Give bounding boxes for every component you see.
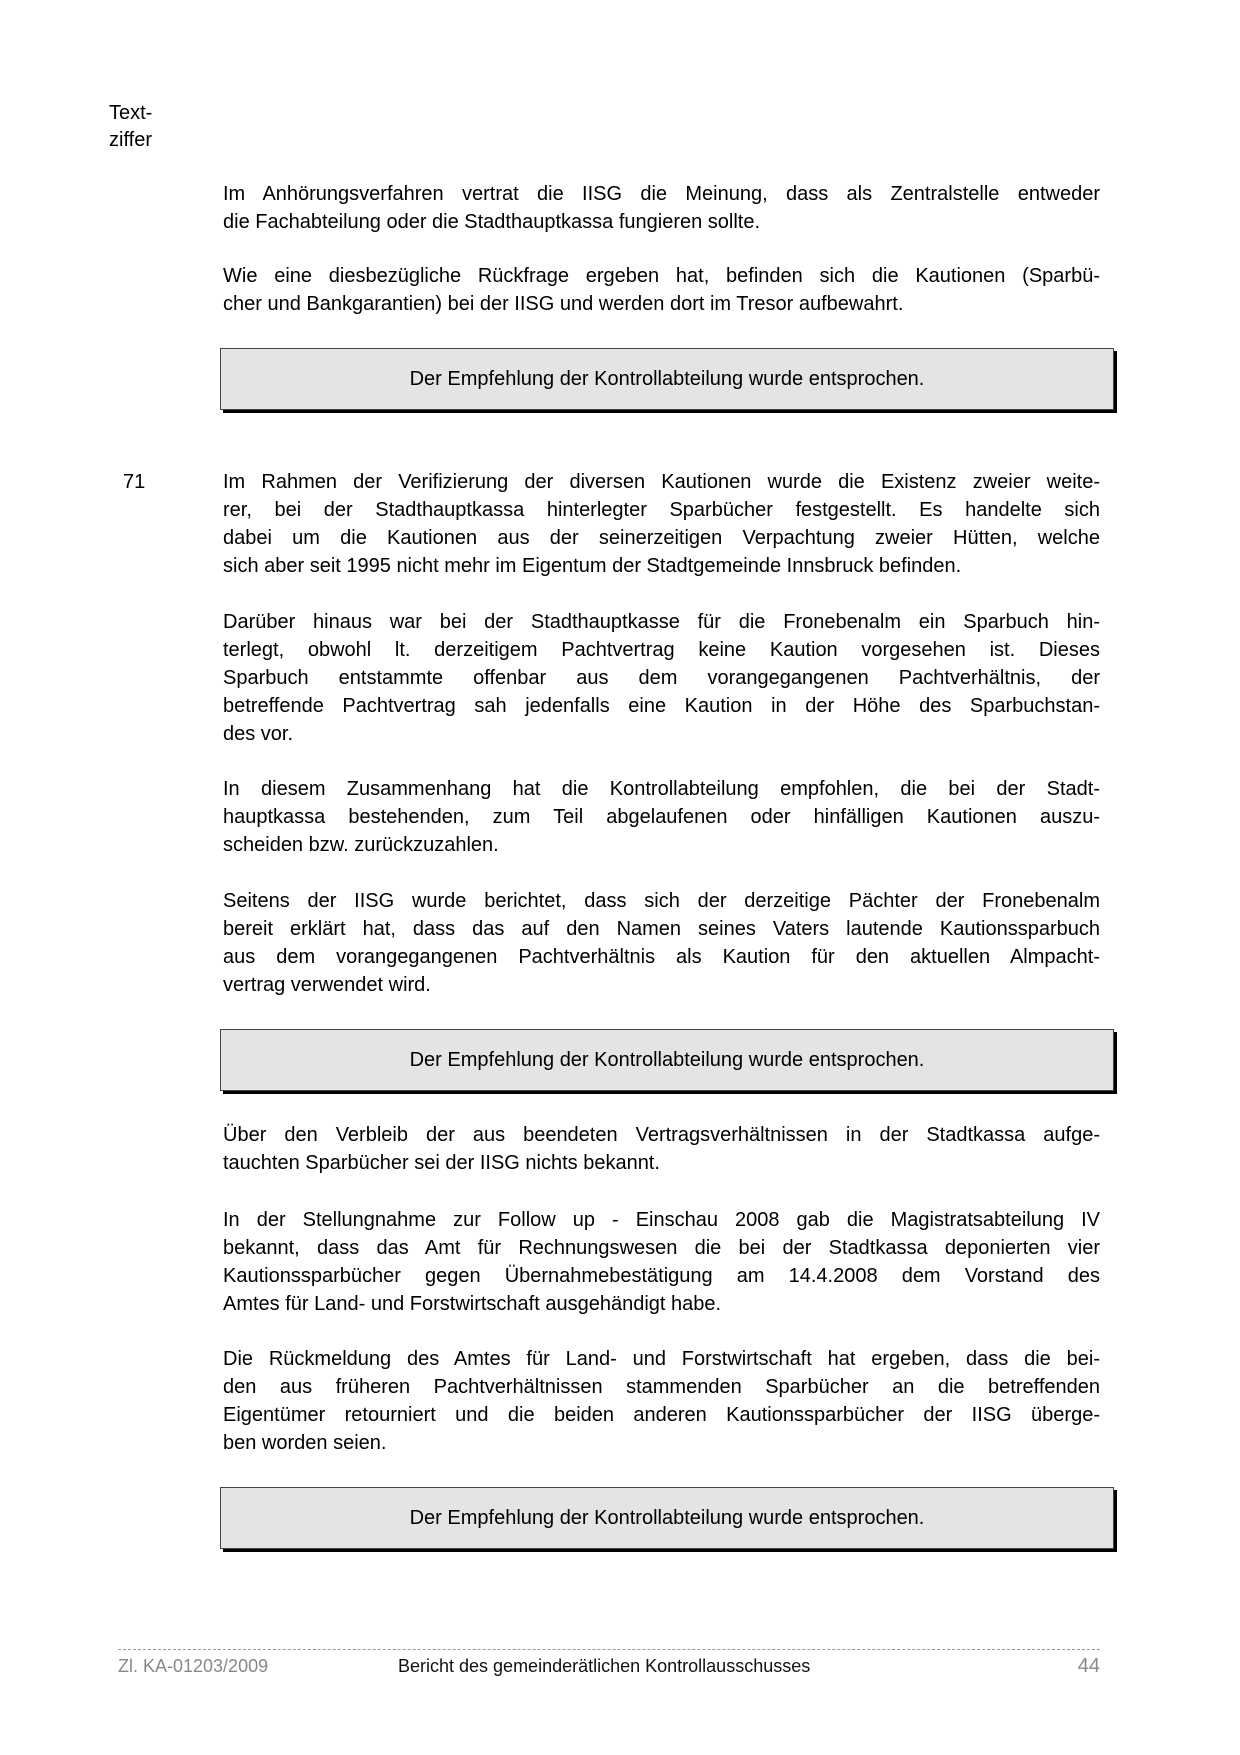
paragraph (223, 262, 1100, 318)
paragraph (223, 180, 1100, 236)
paragraph-line: aus dem vorangegangenen Pachtverhältnis als Kaution für den aktuellen Almpacht- (223, 946, 1100, 968)
paragraph (223, 1121, 1100, 1177)
paragraph-line: Im Anhörungsverfahren vertrat die IISG die Meinung, dass als Zentralstelle entweder (223, 183, 1100, 205)
paragraph-line: Im Rahmen der Verifizierung der diversen Kautionen wurde die Existenz zweier weite- (223, 471, 1100, 493)
paragraph-line: Amtes für Land- und Forstwirtschaft ausgehändigt habe. (223, 1293, 722, 1315)
recommendation-text: Der Empfehlung der Kontrollabteilung wurde entsprochen. (409, 1048, 925, 1071)
paragraph-line: scheiden bzw. zurückzuzahlen. (223, 834, 499, 856)
paragraph-line: bekannt, dass das Amt für Rechnungswesen die bei der Stadtkassa deponierten vier (223, 1237, 1100, 1259)
paragraph-line: rer, bei der Stadthauptkassa hinterlegter Sparbücher festgestellt. Es handelte sich (223, 499, 1100, 521)
margin-label-line: ziffer (109, 129, 152, 151)
paragraph (223, 887, 1100, 999)
paragraph-line: Kautionssparbücher gegen Übernahmebestätigung am 14.4.2008 dem Vorstand des (223, 1265, 1100, 1287)
paragraph-line: betreffende Pachtvertrag sah jedenfalls eine Kaution in der Höhe des Sparbuchstan- (223, 695, 1100, 717)
paragraph-line: hauptkassa bestehenden, zum Teil abgelaufenen oder hinfälligen Kautionen auszu- (223, 806, 1100, 828)
paragraph-line: terlegt, obwohl lt. derzeitigem Pachtvertrag keine Kaution vorgesehen ist. Dieses (223, 639, 1100, 661)
paragraph-line: Darüber hinaus war bei der Stadthauptkasse für die Fronebenalm ein Sparbuch hin- (223, 611, 1100, 633)
recommendation-text: Der Empfehlung der Kontrollabteilung wurde entsprochen. (409, 1506, 925, 1529)
paragraph-line: ben worden seien. (223, 1432, 387, 1454)
paragraph-line: Sparbuch entstammte offenbar aus dem vorangegangenen Pachtverhältnis, der (223, 667, 1100, 689)
paragraph-line: In diesem Zusammenhang hat die Kontrollabteilung empfohlen, die bei der Stadt- (223, 778, 1100, 800)
paragraph-line: Über den Verbleib der aus beendeten Vertragsverhältnissen in der Stadtkassa aufge- (223, 1124, 1100, 1146)
paragraph-line: des vor. (223, 723, 294, 745)
paragraph-line: In der Stellungnahme zur Follow up - Einschau 2008 gab die Magistratsabteilung IV (223, 1209, 1100, 1231)
paragraph-line: den aus früheren Pachtverhältnissen stammenden Sparbücher an die betreffenden (223, 1376, 1100, 1398)
footer-title: Bericht des gemeinderätlichen Kontrollausschusses (398, 1656, 811, 1676)
paragraph-line: dabei um die Kautionen aus der seinerzeitigen Verpachtung zweier Hütten, welche (223, 527, 1100, 549)
recommendation-box (220, 1487, 1114, 1549)
paragraph-line: die Fachabteilung oder die Stadthauptkassa fungieren sollte. (223, 211, 761, 233)
recommendation-box (220, 1029, 1114, 1091)
paragraph (223, 1206, 1100, 1318)
textziffer-number: 71 (123, 471, 146, 493)
paragraph-line: tauchten Sparbücher sei der IISG nichts bekannt. (223, 1152, 660, 1174)
paragraph-line: Wie eine diesbezügliche Rückfrage ergeben hat, befinden sich die Kautionen (Sparbü- (223, 265, 1100, 287)
paragraph-line: sich aber seit 1995 nicht mehr im Eigentum der Stadtgemeinde Innsbruck befinden. (223, 555, 962, 577)
footer-reference: Zl. KA-01203/2009 (118, 1656, 269, 1676)
paragraph-line: Eigentümer retourniert und die beiden anderen Kautionssparbücher der IISG überge- (223, 1404, 1100, 1426)
paragraph (223, 608, 1100, 748)
paragraph-line: Die Rückmeldung des Amtes für Land- und Forstwirtschaft hat ergeben, dass die bei- (223, 1348, 1100, 1370)
paragraph-line: bereit erklärt hat, dass das auf den Namen seines Vaters lautende Kautionssparbuch (223, 918, 1100, 940)
paragraph (223, 468, 1100, 580)
recommendation-box (220, 348, 1114, 410)
paragraph (223, 1345, 1100, 1457)
paragraph-line: cher und Bankgarantien) bei der IISG und werden dort im Tresor aufbewahrt. (223, 293, 904, 315)
page-number: 44 (1077, 1655, 1100, 1677)
paragraph-line: Seitens der IISG wurde berichtet, dass sich der derzeitige Pächter der Fronebenalm (223, 890, 1100, 912)
recommendation-text: Der Empfehlung der Kontrollabteilung wurde entsprochen. (409, 367, 925, 390)
paragraph-line: vertrag verwendet wird. (223, 974, 431, 996)
margin-label (109, 100, 152, 154)
paragraph (223, 775, 1100, 859)
footer-divider (118, 1649, 1100, 1650)
margin-label-line: Text- (109, 102, 153, 124)
